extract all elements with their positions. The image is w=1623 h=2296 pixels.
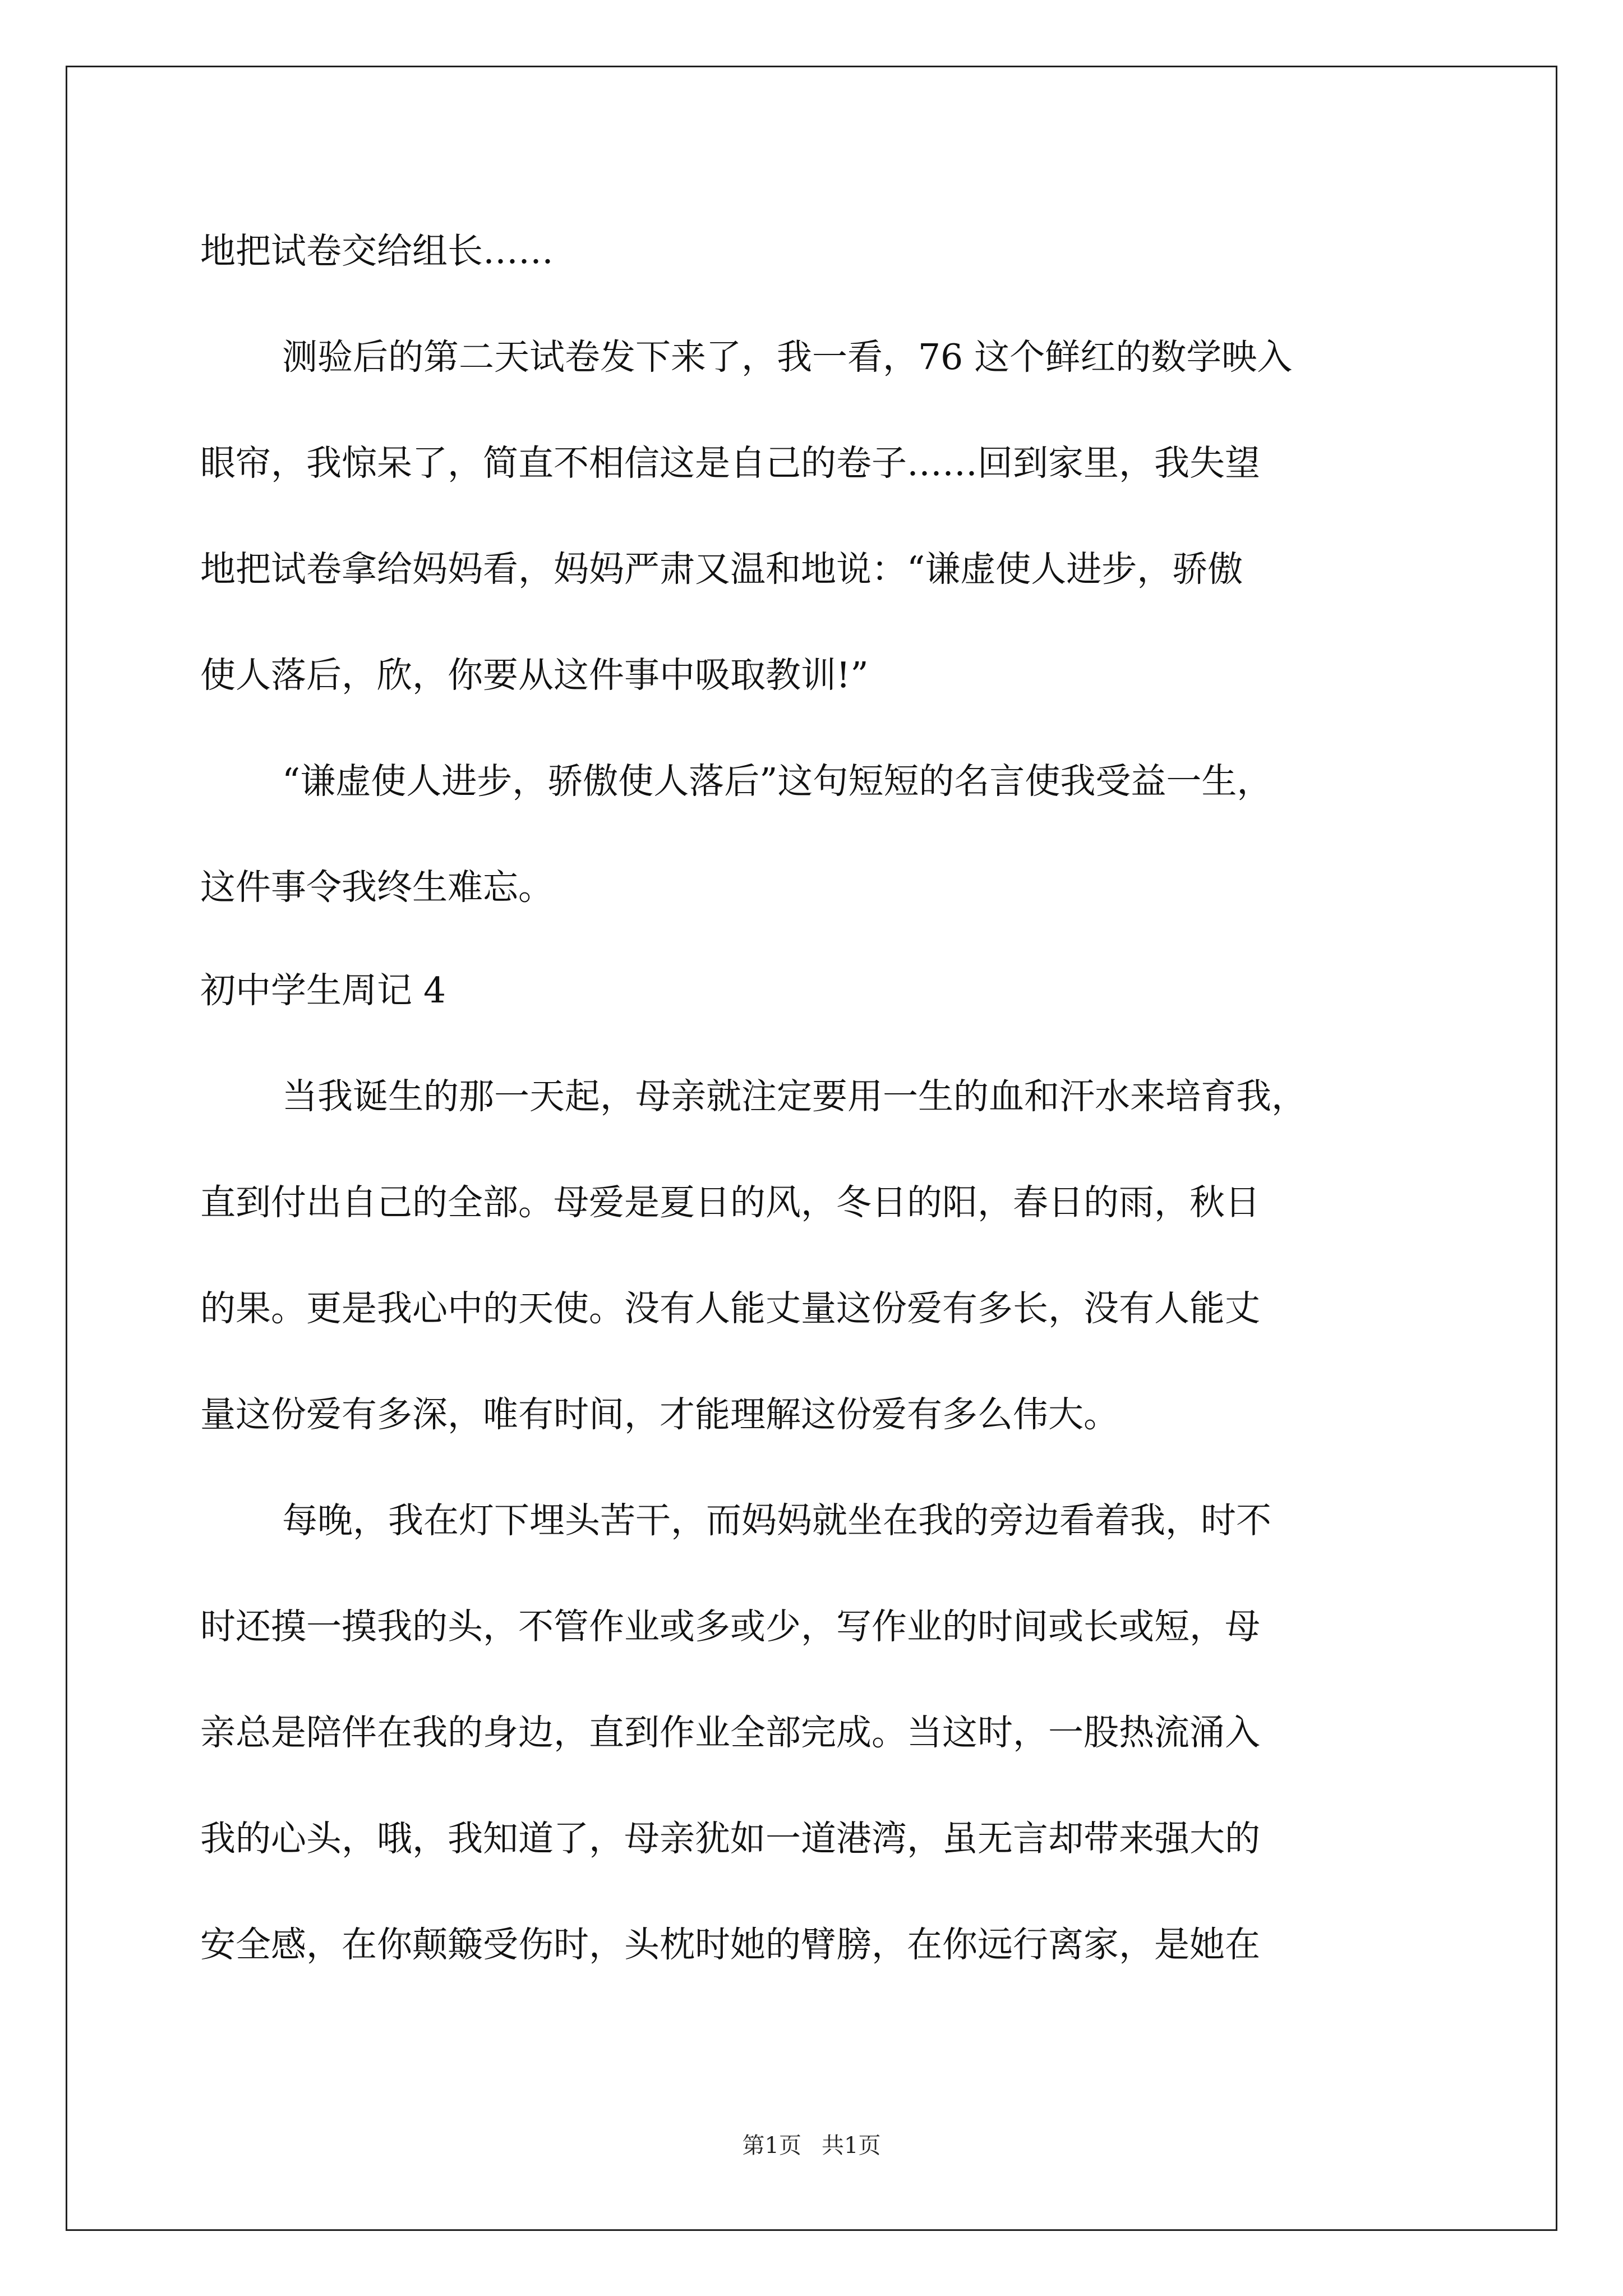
text-line: 安全感，在你颠簸受伤时，头枕时她的臂膀，在你远行离家，是她在: [200, 1924, 1260, 1965]
text-line: 直到付出自己的全部。母爱是夏日的风，冬日的阳，春日的雨，秋日: [200, 1182, 1260, 1223]
paragraph-start-line: 每晚，我在灯下埋头苦干，而妈妈就坐在我的旁边看着我，时不: [282, 1500, 1271, 1541]
text-line: 使人落后，欣，你要从这件事中吸取教训!”: [200, 655, 869, 696]
text-line: 我的心头，哦，我知道了，母亲犹如一道港湾，虽无言却带来强大的: [200, 1818, 1260, 1859]
page-count: 共1页: [822, 2133, 881, 2159]
page-border: [66, 66, 1557, 2231]
paragraph-start-line: 测验后的第二天试卷发下来了，我一看，76 这个鲜红的数学映入: [282, 337, 1293, 378]
text-line: 这件事令我终生难忘。: [200, 867, 554, 908]
section-heading: 初中学生周记 4: [200, 970, 446, 1011]
text-line: 地把试卷交给组长……: [200, 231, 554, 272]
text-line: 量这份爱有多深，唯有时间，才能理解这份爱有多么伟大。: [200, 1394, 1119, 1435]
paragraph-start-line: “谦虚使人进步，骄傲使人落后”这句短短的名言使我受益一生，: [282, 761, 1272, 802]
text-line: 亲总是陪伴在我的身边，直到作业全部完成。当这时，一股热流涌入: [200, 1712, 1260, 1753]
text-line: 眼帘，我惊呆了，简直不相信这是自己的卷子……回到家里，我失望: [200, 443, 1260, 484]
text-line: 地把试卷拿给妈妈看，妈妈严肃又温和地说：“谦虚使人进步，骄傲: [200, 549, 1243, 590]
text-line: 时还摸一摸我的头，不管作业或多或少，写作业的时间或长或短，母: [200, 1606, 1260, 1647]
paragraph-start-line: 当我诞生的那一天起，母亲就注定要用一生的血和汗水来培育我，: [282, 1076, 1307, 1117]
page-footer: [0, 2129, 1623, 2162]
text-line: 的果。更是我心中的天使。没有人能丈量这份爱有多长，没有人能丈: [200, 1288, 1260, 1329]
page-number: 第1页: [742, 2133, 801, 2159]
